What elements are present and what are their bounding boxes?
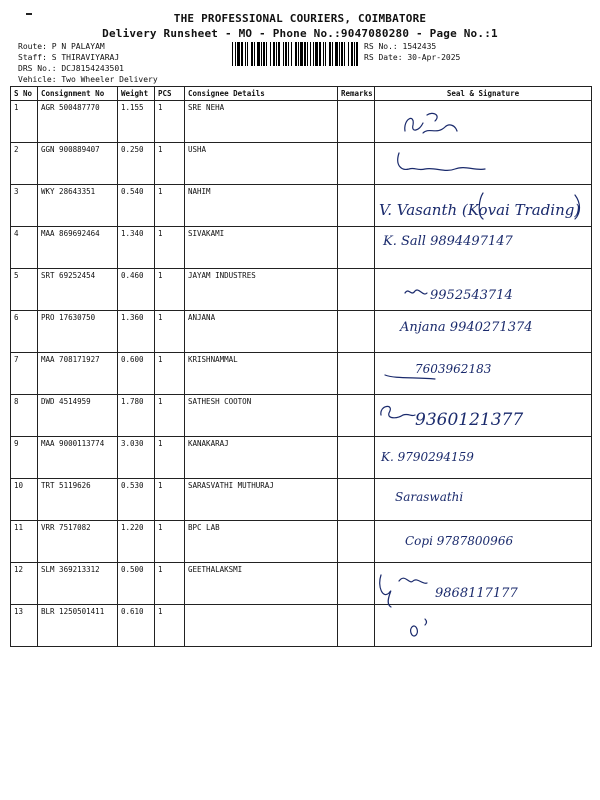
pcs-cell: 1 [155,143,185,185]
consignee-cell: ANJANA [185,311,338,353]
signature-stroke [380,575,427,607]
vehicle-text: Vehicle: Two Wheeler Delivery [18,75,158,84]
signature-handwriting: K. 9790294159 [381,450,474,464]
remarks-cell [338,269,375,311]
consignment-cell: MAA 708171927 [38,353,118,395]
weight-cell: 0.600 [118,353,155,395]
signature-handwriting: Anjana 9940271374 [400,320,533,335]
rs-date-text: RS Date: 30-Apr-2025 [364,53,461,62]
signature-handwriting: 9360121377 [415,410,524,430]
signature-cell [375,227,592,269]
pcs-cell: 1 [155,437,185,479]
consignment-cell: MAA 9000113774 [38,437,118,479]
handwritten-signature [375,479,592,521]
table-row [11,143,592,185]
signature-stroke [411,619,427,636]
pcs-cell: 1 [155,353,185,395]
handwritten-signature [375,437,592,479]
table-row [11,311,592,353]
table-row [11,185,592,227]
pcs-cell: 1 [155,563,185,605]
sno-cell: 2 [11,143,38,185]
consignment-cell: SRT 69252454 [38,269,118,311]
handwritten-signature [375,269,592,311]
signature-stroke [405,113,457,133]
sno-cell: 8 [11,395,38,437]
table-row [11,437,592,479]
remarks-cell [338,311,375,353]
table-row [11,605,592,647]
handwritten-signature [375,605,592,647]
handwritten-signature [375,395,592,437]
handwritten-signature [375,227,592,269]
sno-cell: 7 [11,353,38,395]
weight-cell: 0.540 [118,185,155,227]
table-row [11,269,592,311]
table-row [11,479,592,521]
signature-cell [375,269,592,311]
signature-cell [375,521,592,563]
signature-handwriting: Saraswathi [395,490,464,504]
consignee-cell: USHA [185,143,338,185]
sno-cell: 3 [11,185,38,227]
weight-cell: 0.530 [118,479,155,521]
handwritten-signature [375,143,592,185]
sno-cell: 10 [11,479,38,521]
sno-cell: 12 [11,563,38,605]
pcs-cell: 1 [155,521,185,563]
barcode-image [232,42,358,66]
consignment-cell: DWD 4514959 [38,395,118,437]
sno-cell: 11 [11,521,38,563]
weight-cell: 1.340 [118,227,155,269]
signature-cell [375,353,592,395]
signature-stroke [381,406,415,417]
consignment-cell: MAA 869692464 [38,227,118,269]
meta-left [18,41,158,85]
col-header-consignment: Consignment No [38,87,118,101]
sno-cell: 5 [11,269,38,311]
consignee-cell: SARASVATHI MUTHURAJ [185,479,338,521]
signature-handwriting: Copi 9787800966 [405,534,514,548]
table-row [11,563,592,605]
consignee-cell: SIVAKAMI [185,227,338,269]
handwritten-signature [375,563,592,605]
runsheet-table [10,86,592,647]
consignment-cell: AGR 500487770 [38,101,118,143]
pcs-cell: 1 [155,101,185,143]
sno-cell: 4 [11,227,38,269]
weight-cell: 1.780 [118,395,155,437]
consignment-cell: PRO 17630750 [38,311,118,353]
consignee-cell [185,605,338,647]
company-title: THE PROFESSIONAL COURIERS, COIMBATORE [173,12,427,25]
rs-no-text: RS No.: 1542435 [364,42,437,51]
handwritten-signature [375,185,592,227]
remarks-cell [338,143,375,185]
col-header-consignee: Consignee Details [185,87,338,101]
consignment-cell: BLR 1250501411 [38,605,118,647]
handwritten-signature [375,353,592,395]
signature-cell [375,185,592,227]
signature-handwriting: K. Sall 9894497147 [383,234,513,249]
signature-handwriting: 9952543714 [430,288,513,303]
signature-stroke [405,290,427,294]
route-text: Route: P N PALAYAM [18,42,105,51]
pcs-cell: 1 [155,479,185,521]
table-row [11,227,592,269]
consignee-cell: NAHIM [185,185,338,227]
weight-cell: 1.360 [118,311,155,353]
signature-handwriting: 9868117177 [435,586,518,601]
handwritten-signature [375,521,592,563]
consignment-cell: VRR 7517082 [38,521,118,563]
remarks-cell [338,479,375,521]
col-header-pcs: PCS [155,87,185,101]
consignment-cell: SLM 369213312 [38,563,118,605]
signature-cell [375,479,592,521]
consignee-cell: KANAKARAJ [185,437,338,479]
consignee-cell: KRISHNAMMAL [185,353,338,395]
remarks-cell [338,185,375,227]
col-header-weight: Weight [118,87,155,101]
sno-cell: 1 [11,101,38,143]
signature-cell [375,605,592,647]
col-header-sno: S No [11,87,38,101]
col-header-remarks: Remarks [338,87,375,101]
consignment-cell: GGN 900889407 [38,143,118,185]
weight-cell: 0.250 [118,143,155,185]
pcs-cell: 1 [155,395,185,437]
consignment-cell: TRT 5119626 [38,479,118,521]
handwritten-signature [375,311,592,353]
table-row [11,353,592,395]
pcs-cell: 1 [155,269,185,311]
runsheet-title: Delivery Runsheet - MO - Phone No.:9047080280 - Page No.:1 [102,27,498,40]
pcs-cell: 1 [155,605,185,647]
remarks-cell [338,101,375,143]
col-header-signature: Seal & Signature [375,87,592,101]
weight-cell: 1.220 [118,521,155,563]
consignment-cell: WKY 28643351 [38,185,118,227]
remarks-cell [338,563,375,605]
consignee-cell: GEETHALAKSMI [185,563,338,605]
signature-cell [375,311,592,353]
signature-cell [375,101,592,143]
drs-text: DRS No.: DCJ8154243501 [18,64,124,73]
pcs-cell: 1 [155,227,185,269]
weight-cell: 3.030 [118,437,155,479]
meta-right [364,41,460,63]
remarks-cell [338,605,375,647]
signature-cell [375,563,592,605]
remarks-cell [338,353,375,395]
signature-cell [375,437,592,479]
signature-handwriting: V. Vasanth (Kovai Trading) [379,201,581,219]
weight-cell: 0.610 [118,605,155,647]
consignee-cell: SRE NEHA [185,101,338,143]
remarks-cell [338,395,375,437]
consignee-cell: JAYAM INDUSTRES [185,269,338,311]
sno-cell: 13 [11,605,38,647]
signature-stroke [398,153,485,170]
remarks-cell [338,227,375,269]
pcs-cell: 1 [155,311,185,353]
weight-cell: 0.500 [118,563,155,605]
remarks-cell [338,437,375,479]
weight-cell: 1.155 [118,101,155,143]
consignee-cell: SATHESH COOTON [185,395,338,437]
weight-cell: 0.460 [118,269,155,311]
signature-handwriting: 7603962183 [415,362,492,376]
handwritten-signature [375,101,592,143]
signature-cell [375,143,592,185]
table-row [11,101,592,143]
signature-cell [375,395,592,437]
table-header-row [11,87,592,101]
table-row [11,521,592,563]
table-row [11,395,592,437]
pcs-cell: 1 [155,185,185,227]
sno-cell: 9 [11,437,38,479]
sno-cell: 6 [11,311,38,353]
remarks-cell [338,521,375,563]
consignee-cell: BPC LAB [185,521,338,563]
staff-text: Staff: S THIRAVIYARAJ [18,53,120,62]
